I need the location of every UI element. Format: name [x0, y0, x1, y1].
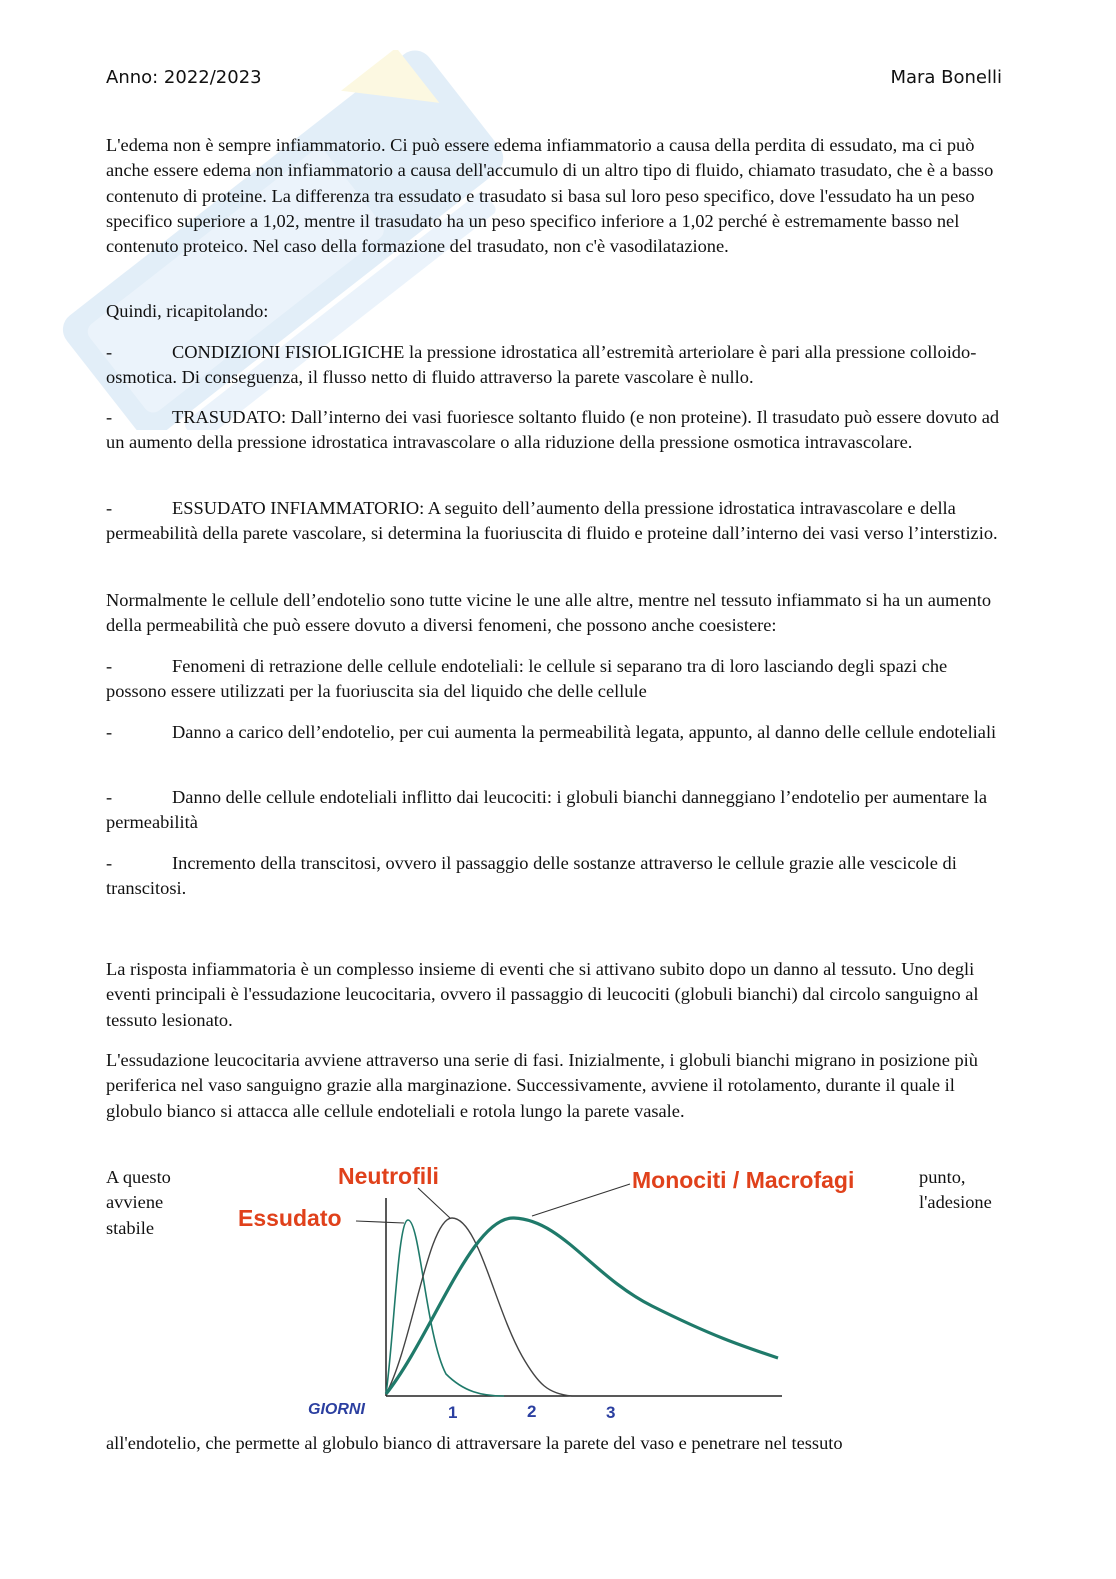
recap-item-text: ESSUDATO INFIAMMATORIO: A seguito dell’aumento della pressione idrostatica intravascolare e della permeabilità della parete vascolare, si determina la fuoriuscita di fluido e proteine dall’interno dei vasi verso l’interstizio. — [106, 498, 998, 544]
permeability-item-text: Incremento della transcitosi, ovvero il passaggio delle sostanze attraverso le cellule grazie alle vescicole di transcitosi. — [106, 853, 957, 899]
label-neutrofili: Neutrofili — [338, 1163, 439, 1189]
header-author: Mara Bonelli — [890, 67, 1002, 88]
paragraph-text: L'edema non è sempre infiammatorio. Ci può essere edema infiammatorio a causa della perdita di essudato, ma ci può anche essere edema non infiammatorio a causa dell'accumulo di un altro tipo di fluido, chiamato trasudato, che è a basso contenuto di proteine. La differenza tra essudato e trasudato si basa sul loro peso specifico, dove l'essudato ha un peso specifico superiore a 1,02, mentre il trasudato ha un peso specifico inferiore a 1,02 perché è estremamente basso nel contenuto proteico. Nel caso della formazione del trasudato, non c'è vasodilatazione. — [106, 135, 994, 257]
permeability-item — [106, 851, 1006, 902]
side-text-line: l'adesione — [919, 1192, 992, 1213]
permeability-item-text: Danno a carico dell’endotelio, per cui aumenta la permeabilità legata, appunto, al danno delle cellule endoteliali — [172, 722, 997, 742]
recap-item — [106, 340, 1006, 391]
header-year: Anno: 2022/2023 — [106, 67, 262, 88]
side-text-line: A questo — [106, 1167, 171, 1187]
tick-label: 2 — [527, 1402, 537, 1421]
permeability-item — [106, 720, 1006, 745]
tick-label: 1 — [448, 1403, 458, 1422]
recap-item — [106, 405, 1006, 456]
paragraph-closing — [106, 1431, 1006, 1456]
paragraph-permeability — [106, 588, 1006, 639]
side-text-right — [919, 1165, 992, 1216]
paragraph-text: Normalmente le cellule dell’endotelio sono tutte vicine le une alle altre, mentre nel tessuto infiammato si ha un aumento della permeabilità che può essere dovuto a diversi fenomeni, che possono anche coesistere: — [106, 590, 992, 636]
permeability-item — [106, 785, 1006, 836]
side-text-left — [106, 1165, 171, 1241]
permeability-item-text: Fenomeni di retrazione delle cellule endoteliali: le cellule si separano tra di loro lasciando degli spazi che possono essere utilizzati per la fuoriuscita sia del liquido che delle cellule — [106, 656, 948, 702]
leader-essudato — [356, 1221, 404, 1223]
leader-monociti — [532, 1184, 630, 1216]
paragraph-recap-intro — [106, 299, 1006, 324]
label-monociti: Monociti / Macrofagi — [632, 1167, 855, 1193]
label-essudato: Essudato — [238, 1205, 342, 1231]
figure-svg — [232, 1156, 892, 1428]
bullet-marker: - — [106, 498, 113, 518]
side-text-line: punto, — [919, 1167, 966, 1187]
paragraph-text: L'essudazione leucocitaria avviene attraverso una serie di fasi. Inizialmente, i globuli bianchi migrano in posizione più periferica nel vaso sanguigno grazie alla marginazione. Successivamente, avviene il rotolamento, durante il quale il globulo bianco si attacca alle cellule endoteliali e rotola lungo la parete vasale. — [106, 1050, 978, 1121]
bullet-marker: - — [106, 722, 113, 742]
paragraph-inflammatory-response — [106, 957, 1006, 1033]
side-text-line: stabile — [106, 1217, 155, 1238]
paragraph-text: all'endotelio, che permette al globulo bianco di attraversare la parete del vaso e penetrare nel tessuto — [106, 1433, 843, 1453]
recap-item-text: CONDIZIONI FISIOLIGICHE la pressione idrostatica all’estremità arteriolare è pari alla pressione colloido-osmotica. Di conseguenza, il flusso netto di fluido attraverso la parete vascolare è nullo. — [106, 342, 977, 388]
bullet-marker: - — [106, 342, 113, 362]
curve-monociti — [386, 1218, 778, 1394]
paragraph-edema — [106, 133, 1006, 259]
paragraph-text: La risposta infiammatoria è un complesso insieme di eventi che si attivano subito dopo un danno al tessuto. Uno degli eventi principali è l'essudazione leucocitaria, ovvero il passaggio di leucociti (globuli bianchi) dal circolo sanguigno al tessuto lesionato. — [106, 959, 979, 1030]
paragraph-leukocyte-exudation — [106, 1048, 1006, 1124]
recap-item — [106, 496, 1006, 547]
tick-label: 3 — [606, 1403, 616, 1422]
permeability-item-text: Danno delle cellule endoteliali inflitto dai leucociti: i globuli bianchi danneggiano l’endotelio per aumentare la permeabilità — [106, 787, 988, 833]
permeability-item — [106, 654, 1006, 705]
paragraph-text: Quindi, ricapitolando: — [106, 301, 269, 321]
leader-neutrofili — [418, 1188, 450, 1218]
figure-leukocyte-kinetics — [232, 1156, 892, 1428]
side-text-line: avviene — [106, 1192, 164, 1213]
curve-neutrofili — [386, 1218, 572, 1396]
axis-label-giorni: GIORNI — [308, 1401, 365, 1418]
recap-item-text: TRASUDATO: Dall’interno dei vasi fuoriesce soltanto fluido (e non proteine). Il trasudato può essere dovuto ad un aumento della pressione idrostatica intravascolare o alla riduzione della pressione osmotica intravascolare. — [106, 407, 1000, 453]
bullet-marker: - — [106, 656, 113, 676]
bullet-marker: - — [106, 853, 113, 873]
bullet-marker: - — [106, 787, 113, 807]
bullet-marker: - — [106, 407, 113, 427]
